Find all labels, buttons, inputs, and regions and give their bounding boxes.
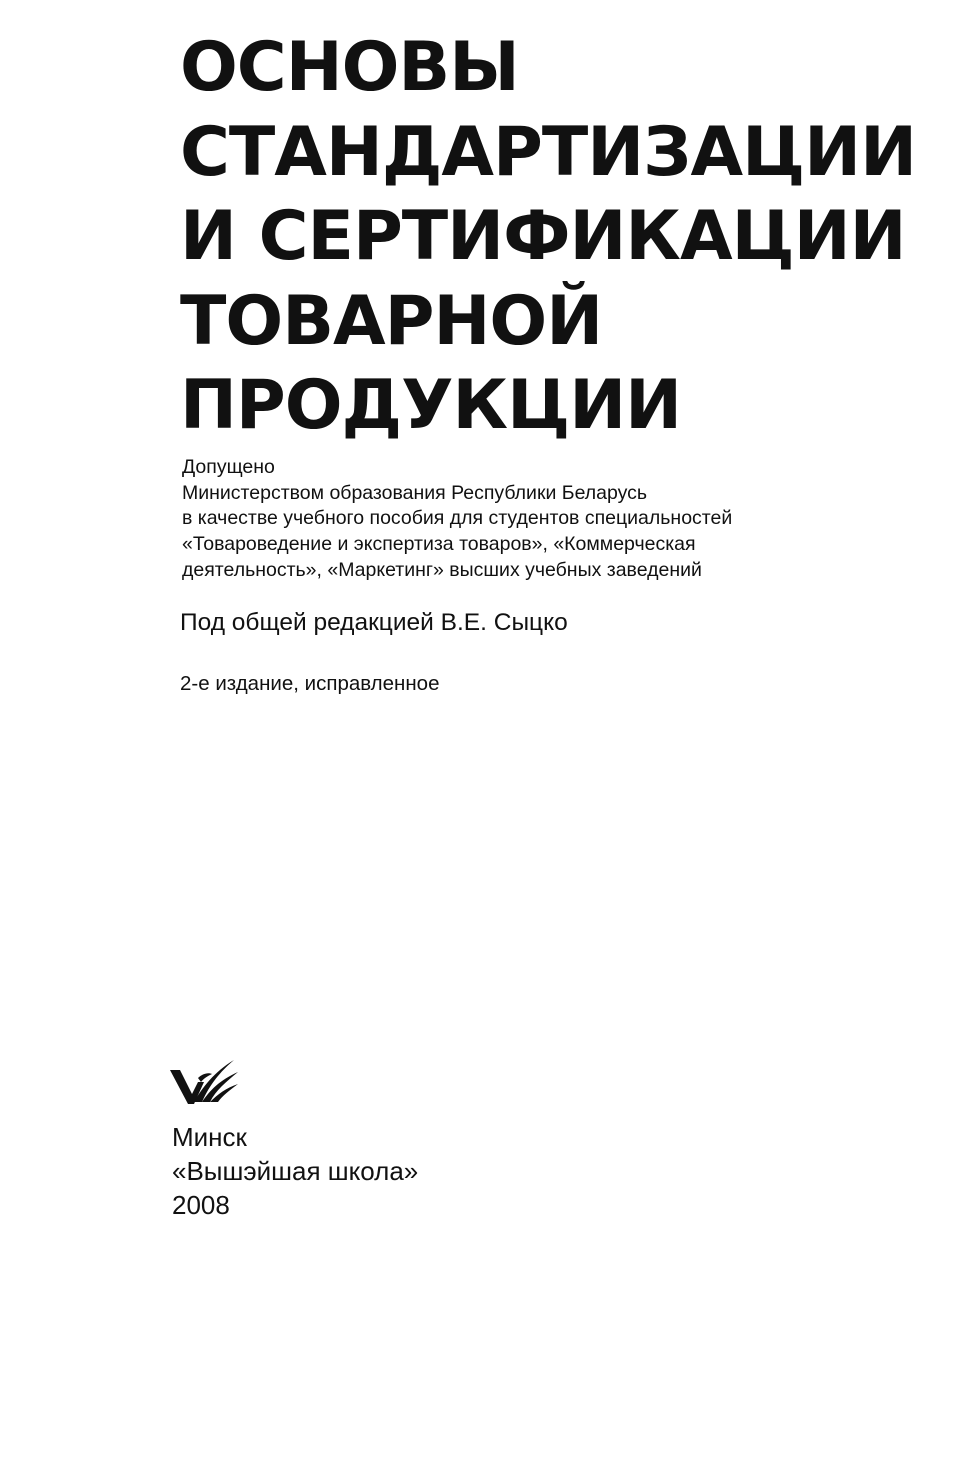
approval-line: Министерством образования Республики Беларусь: [182, 481, 648, 504]
publisher-logo-icon: [168, 1058, 240, 1110]
title-line: И СЕРТИФИКАЦИИ: [180, 197, 906, 276]
publisher-city: Минск: [172, 1122, 247, 1152]
general-editor: Под общей редакцией В.Е. Сыцко: [180, 609, 568, 636]
approval-notice: [182, 455, 732, 584]
title-line: ОСНОВЫ: [180, 28, 519, 107]
book-title: [180, 26, 916, 449]
approval-line: «Товароведение и экспертиза товаров», «Коммерческая: [182, 533, 696, 556]
title-line: СТАНДАРТИЗАЦИИ: [180, 112, 916, 192]
title-line: ПРОДУКЦИИ: [180, 366, 682, 445]
title-line: ТОВАРНОЙ: [180, 281, 603, 361]
edition-note: 2-е издание, исправленное: [180, 672, 440, 695]
approval-line: в качестве учебного пособия для студентов специальностей: [182, 507, 733, 530]
approval-line: деятельность», «Маркетинг» высших учебных заведений: [182, 558, 702, 581]
publisher-imprint: [172, 1120, 418, 1222]
publication-year: 2008: [172, 1190, 230, 1220]
approval-line: Допущено: [182, 456, 275, 478]
publisher-name: «Вышэйшая школа»: [172, 1156, 419, 1186]
